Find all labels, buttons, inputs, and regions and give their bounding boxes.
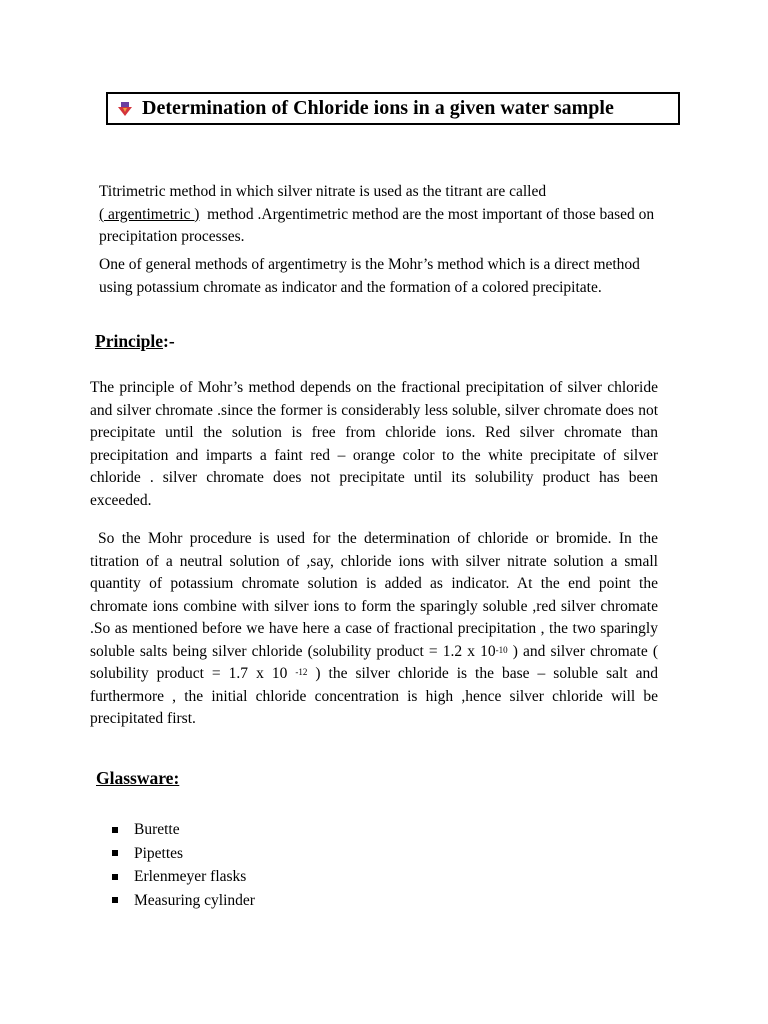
page-title: Determination of Chloride ions in a given water sample xyxy=(142,97,614,119)
glassware-heading-text: Glassware: xyxy=(96,768,180,788)
exponent-1: -10 xyxy=(495,644,508,655)
dart-down-icon xyxy=(118,102,132,116)
para2-part-c: ) the silver chloride is the base – soluble salt and furthermore , the initial chloride concentration is high ,hence silver chloride will be precipitated first. xyxy=(90,665,659,727)
list-item-label: Erlenmeyer flasks xyxy=(134,868,247,885)
principle-heading-suffix: :- xyxy=(163,331,175,351)
bullet-icon xyxy=(112,850,118,856)
intro-line-1: Titrimetric method in which silver nitrate is used as the titrant are called xyxy=(99,183,547,200)
principle-paragraph-2 xyxy=(90,528,658,731)
bullet-icon xyxy=(112,874,118,880)
argentimetric-term: ( argentimetric ) xyxy=(99,205,200,223)
intro-paragraph-2 xyxy=(99,254,669,299)
principle-heading xyxy=(95,331,175,352)
list-item xyxy=(112,818,255,842)
list-item xyxy=(112,842,255,866)
list-item-label: Measuring cylinder xyxy=(134,891,255,909)
intro-paragraph-1 xyxy=(99,181,669,249)
para2-part-b: ) and silver chromate ( solubility product = 1.7 x 10 xyxy=(90,642,658,682)
glassware-list xyxy=(112,818,255,912)
title-box xyxy=(106,92,680,125)
list-item-label: Burette xyxy=(134,821,180,838)
list-item xyxy=(112,865,255,889)
principle-heading-text: Principle xyxy=(95,331,164,351)
bullet-icon xyxy=(112,827,118,833)
exponent-2: -12 xyxy=(295,667,308,677)
bullet-icon xyxy=(112,897,118,903)
principle-paragraph-1: The principle of Mohr’s method depends on the fractional precipitation of silver chloride and silver chromate .since the former is considerably less soluble, silver chromate does not precipitate until the solution is free from chloride ions. Red silver chromate than precipitation and imparts a faint red – orange color to the white precipitate of silver chloride . silver chromate does not precipitate until its solubility product has been exceeded. xyxy=(90,379,658,509)
para2-part-a: So the Mohr procedure is used for the determination of chloride or bromide. In the titration of a neutral solution of ,say, chloride ions with silver nitrate solution a small quantity of potassium chromate solution is added as indicator. At the end point the chromate ions combine with silver ions to form the sparingly soluble ,red silver chromate .So as mentioned before we have here a case of fractional precipitation , the two sparingly soluble salts being silver chloride (solubility product = 1.2 x 10 xyxy=(90,530,658,660)
glassware-heading xyxy=(96,768,179,789)
intro-rest: method .Argentimetric method are the most important of those based on precipitation processes. xyxy=(99,205,655,245)
intro-p2-text: One of general methods of argentimetry is the Mohr’s method which is a direct method using potassium chromate as indicator and the formation of a colored precipitate. xyxy=(99,256,640,296)
list-item-label: Pipettes xyxy=(134,844,184,862)
list-item xyxy=(112,889,255,913)
